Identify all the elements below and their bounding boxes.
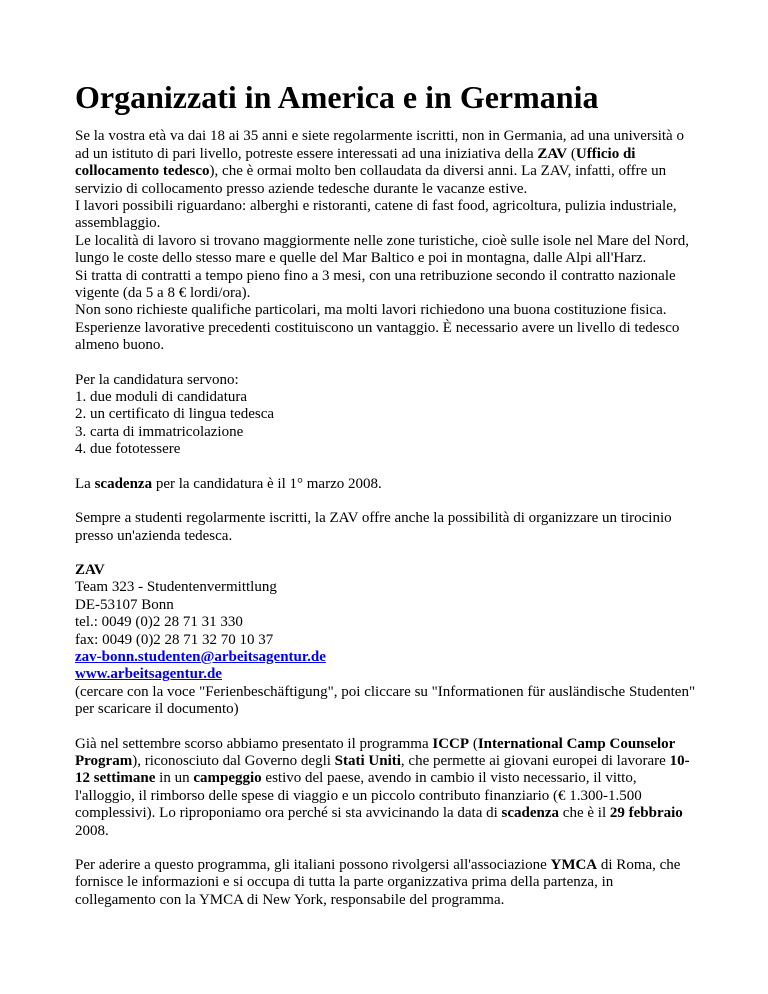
requisiti-line: Non sono richieste qualifiche particolari, ma molti lavori richiedono una buona costituzione fisica. Esperienze lavorative precedenti costituiscono un vantaggio. È necessario avere un livello di tedesco almeno buono. — [75, 302, 680, 354]
iccp-text: Già nel settembre scorso abbiamo presentato il programma — [75, 735, 433, 752]
intro-text: Se la vostra età va dai 18 ai 35 anni e siete regolarmente iscritti, non in Germania, ad una università o ad un istituto di pari livello, potreste essere interessati ad una iniziativa della — [75, 128, 684, 162]
iccp-bold: ICCP — [432, 735, 470, 752]
candidatura-heading: Per la candidatura servono: — [75, 371, 239, 388]
intro-text: ), che è ormai molto ben collaudata da diversi anni. La ZAV, infatti, offre un servizio di collocamento presso aziende tedesche durante le vacanze estive. — [75, 163, 667, 197]
tirocinio-paragraph: Sempre a studenti regolarmente iscritti, la ZAV offre anche la possibilità di organizzare un tirocinio presso un'azienda tedesca. — [75, 510, 672, 544]
zav-bold: ZAV — [537, 145, 568, 162]
iccp-bold: scadenza — [501, 805, 560, 822]
page-title: Organizzati in America e in Germania — [75, 79, 599, 115]
iccp-text: ), riconosciuto dal Governo degli — [132, 752, 335, 769]
list-item: 3. carta di immatricolazione — [75, 423, 244, 440]
list-item: 1. due moduli di candidatura — [75, 389, 248, 406]
ymca-text: Per aderire a questo programma, gli italiani possono rivolgersi all'associazione — [75, 857, 551, 874]
iccp-text: che è il — [559, 805, 610, 822]
intro-paragraph — [75, 128, 696, 354]
iccp-bold: Stati Uniti — [334, 752, 401, 769]
iccp-bold: campeggio — [193, 770, 262, 787]
iccp-text: estivo del paese, avendo in cambio il visto necessario, il vitto, l'alloggio, il rimborso delle spese di viaggio e un piccolo contributo finanziario (€ 1.300-1.500 complessivi). Lo riproponiamo ora perché si sta avvicinando la data di — [75, 770, 642, 822]
iccp-bold: International Camp Counselor Program — [75, 735, 676, 769]
contact-note: (cercare con la voce "Ferienbeschäftigung", poi cliccare su "Informationen für ausländische Studenten" per scaricare il documento) — [75, 683, 696, 718]
ymca-paragraph — [75, 857, 696, 909]
contact-name: ZAV — [75, 561, 105, 578]
ufficio-bold: Ufficio di collocamento tedesco — [75, 145, 636, 180]
iccp-text: ( — [469, 735, 478, 752]
list-item: 2. un certificato di lingua tedesca — [75, 406, 275, 423]
contact-block — [75, 562, 696, 719]
ymca-text: di Roma, che fornisce le informazioni e si occupa di tutta la parte organizzativa prima della partenza, in collegamento con la YMCA di New York, responsabile del programma. — [75, 857, 681, 908]
contact-tel: tel.: 0049 (0)2 28 71 31 330 — [75, 614, 243, 631]
iccp-text: 2008. — [75, 822, 109, 839]
list-item: 4. due fototessere — [75, 441, 181, 458]
iccp-text: , che permette ai giovani europei di lavorare — [400, 752, 670, 769]
ymca-bold: YMCA — [550, 857, 598, 874]
contact-city: DE-53107 Bonn — [75, 596, 174, 613]
localita-line: Le località di lavoro si trovano maggiormente nelle zone turistiche, cioè sulle isole nel Mare del Nord, lungo le coste dello stesso mare e quelle del Mar Baltico e poi in montagna, dalle Alpi all'Harz. — [75, 232, 689, 267]
iccp-paragraph — [75, 736, 696, 840]
iccp-bold: 29 febbraio — [609, 805, 683, 822]
contratti-line: Si tratta di contratti a tempo pieno fino a 3 mesi, con una retribuzione secondo il contratto nazionale vigente (da 5 a 8 € lordi/ora). — [75, 267, 676, 302]
intro-text: ( — [567, 145, 576, 162]
website-link[interactable]: www.arbeitsagentur.de — [75, 666, 222, 683]
candidatura-list — [75, 372, 696, 459]
lavori-line: I lavori possibili riguardano: alberghi e ristoranti, catene di fast food, agricoltura, pulizia industriale, assemblaggio. — [75, 198, 677, 232]
contact-team: Team 323 - Studentenvermittlung — [75, 579, 277, 596]
scadenza-text: La — [75, 475, 95, 492]
iccp-bold: 10-12 settimane — [75, 752, 690, 787]
contact-fax: fax: 0049 (0)2 28 71 32 70 10 37 — [75, 631, 274, 648]
scadenza-text: per la candidatura è il 1° marzo 2008. — [152, 475, 382, 492]
scadenza-paragraph — [75, 476, 696, 493]
email-link[interactable]: zav-bonn.studenten@arbeitsagentur.de — [75, 648, 326, 665]
scadenza-bold: scadenza — [94, 475, 153, 492]
iccp-text: in un — [155, 770, 194, 787]
